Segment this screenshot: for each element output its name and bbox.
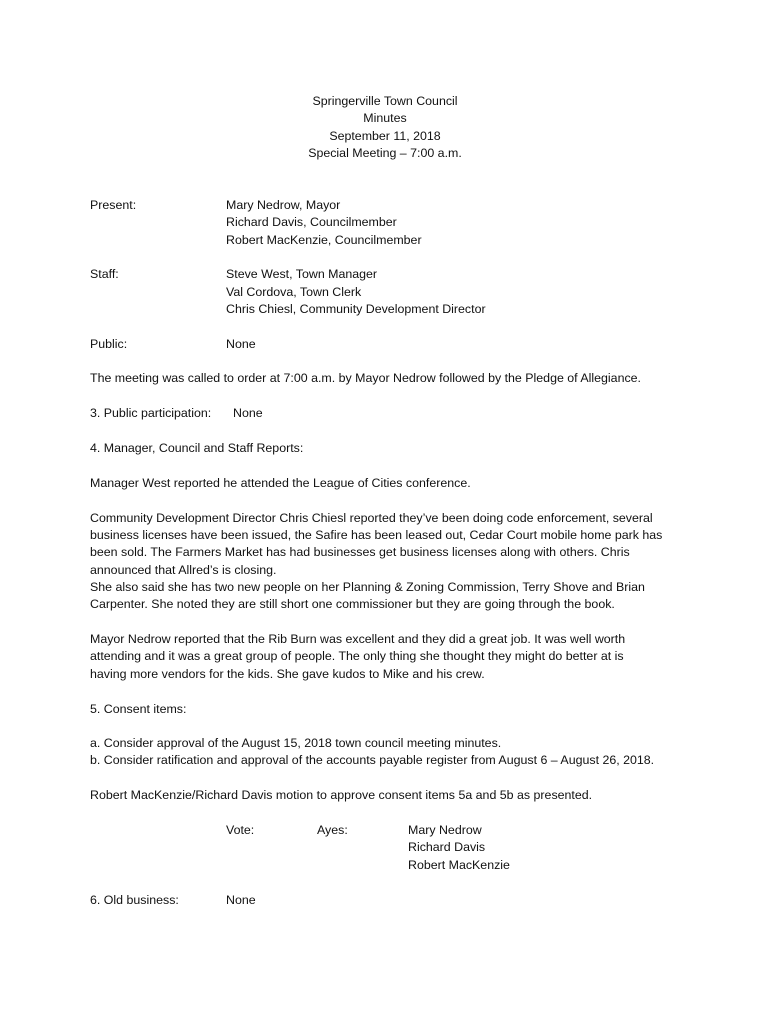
- present-person: Mary Nedrow, Mayor: [226, 198, 341, 212]
- present-label: Present:: [90, 198, 137, 212]
- mayor-report-line: Mayor Nedrow reported that the Rib Burn was excellent and they did a great job. It was well worth: [90, 632, 626, 646]
- public-label: Public:: [90, 337, 128, 351]
- meeting-date: September 11, 2018: [329, 129, 441, 143]
- aye-voter: Mary Nedrow: [408, 823, 482, 837]
- cdd-report-line: been sold. The Farmers Market has had businesses get business licenses along with others. Chris: [90, 545, 630, 559]
- mayor-report-line: having more vendors for the kids. She gave kudos to Mike and his crew.: [90, 667, 485, 681]
- mayor-report-line: attending and it was a great group of people. The only thing she thought they might do better at is: [90, 649, 624, 663]
- aye-voter: Richard Davis: [408, 840, 486, 854]
- consent-motion: Robert MacKenzie/Richard Davis motion to approve consent items 5a and 5b as presented.: [90, 788, 593, 802]
- item-3-label: 3. Public participation:: [90, 406, 212, 420]
- present-person: Robert MacKenzie, Councilmember: [226, 233, 422, 247]
- cdd-report-line: Carpenter. She noted they are still short one commissioner but they are going through the book.: [90, 597, 615, 611]
- item-4-label: 4. Manager, Council and Staff Reports:: [90, 441, 304, 455]
- cdd-report-line: business licenses have been issued, the Safire has been leased out, Cedar Court mobile home park has: [90, 528, 663, 542]
- org-name: Springerville Town Council: [312, 94, 458, 108]
- aye-voter: Robert MacKenzie: [408, 858, 510, 872]
- cdd-report-line: She also said she has two new people on her Planning & Zoning Commission, Terry Shove and Brian: [90, 580, 645, 594]
- cdd-report-line: announced that Allred’s is closing.: [90, 563, 277, 577]
- doc-type: Minutes: [363, 111, 407, 125]
- vote-label: Vote:: [226, 823, 255, 837]
- call-to-order: The meeting was called to order at 7:00 a.m. by Mayor Nedrow followed by the Pledge of Allegiance.: [90, 371, 641, 385]
- item-6-value: None: [226, 893, 256, 907]
- staff-person: Steve West, Town Manager: [226, 267, 378, 281]
- cdd-report-line: Community Development Director Chris Chiesl reported they’ve been doing code enforcement, several: [90, 511, 653, 525]
- item-5-label: 5. Consent items:: [90, 702, 187, 716]
- staff-person: Chris Chiesl, Community Development Director: [226, 302, 486, 316]
- staff-person: Val Cordova, Town Clerk: [226, 285, 362, 299]
- consent-item-b: b. Consider ratification and approval of the accounts payable register from August 6 – August 26, 2018.: [90, 753, 655, 767]
- item-6-label: 6. Old business:: [90, 893, 179, 907]
- manager-report: Manager West reported he attended the League of Cities conference.: [90, 476, 471, 490]
- item-3-value: None: [233, 406, 263, 420]
- public-value: None: [226, 337, 256, 351]
- staff-label: Staff:: [90, 267, 119, 281]
- ayes-label: Ayes:: [317, 823, 348, 837]
- meeting-type: Special Meeting – 7:00 a.m.: [308, 146, 462, 160]
- consent-item-a: a. Consider approval of the August 15, 2018 town council meeting minutes.: [90, 736, 502, 750]
- present-person: Richard Davis, Councilmember: [226, 215, 397, 229]
